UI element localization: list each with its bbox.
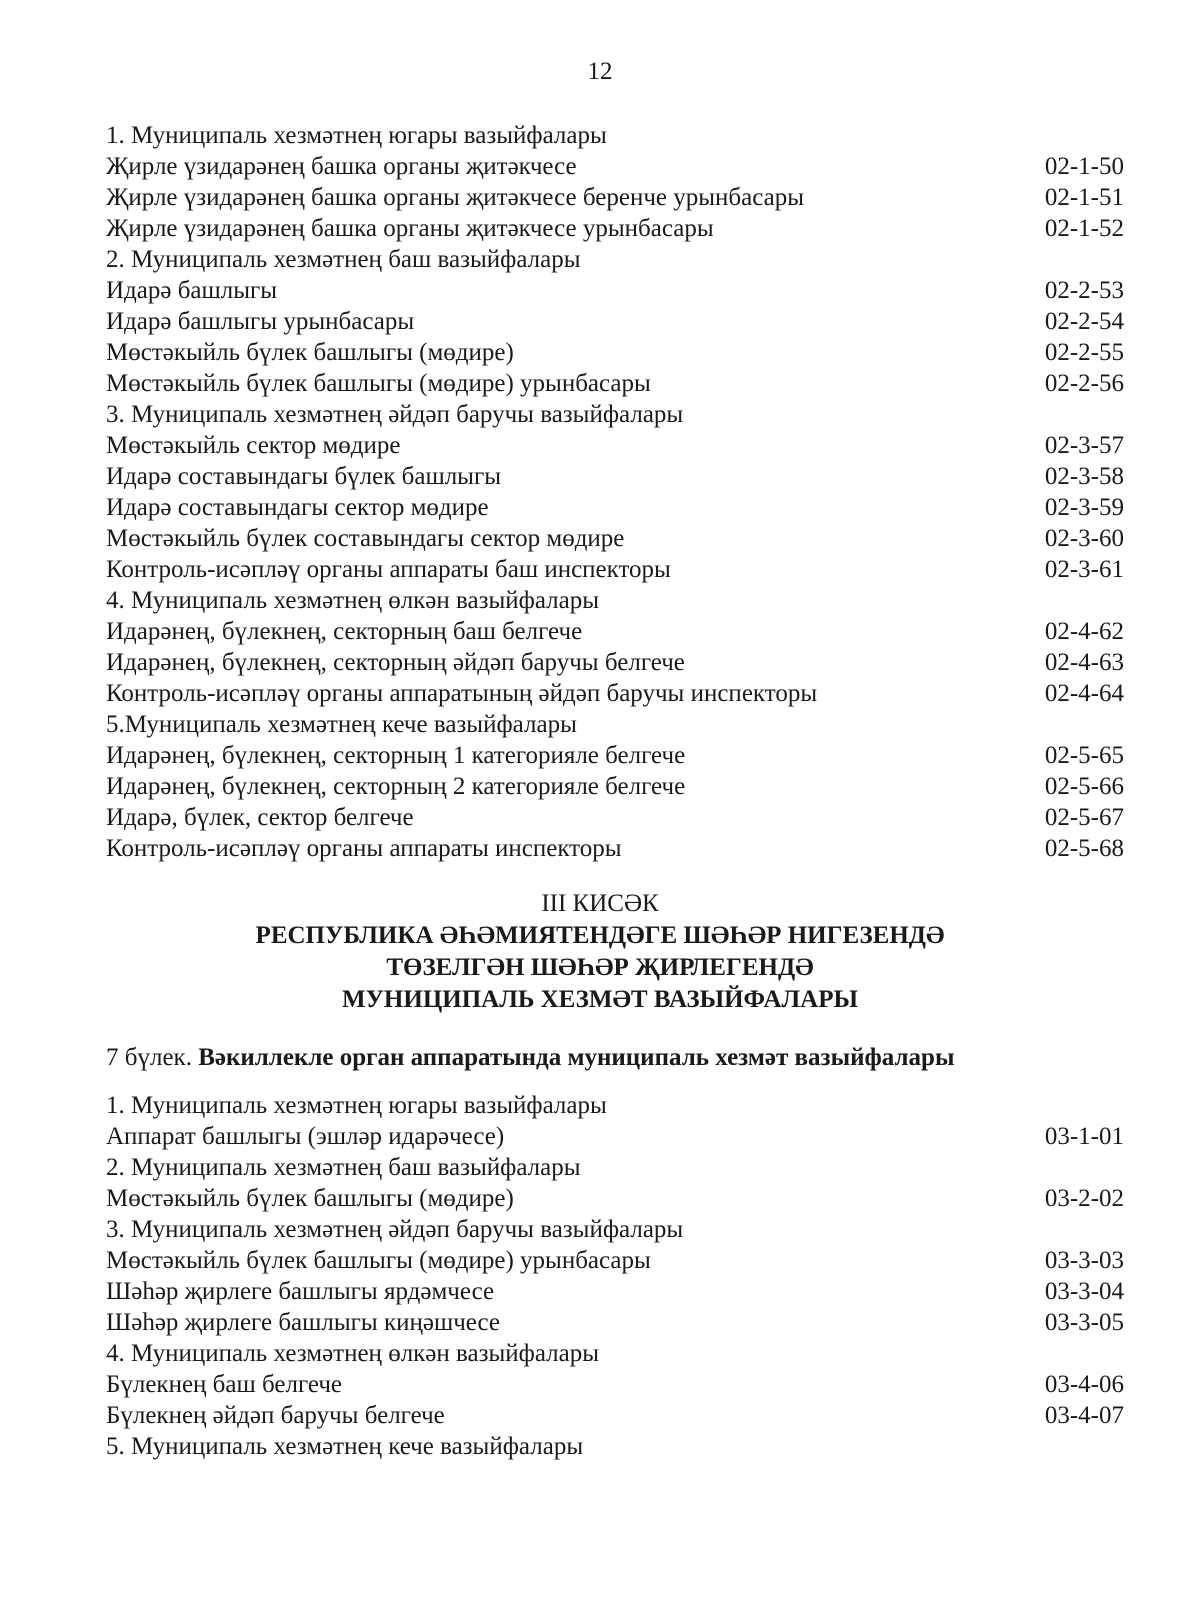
position-title: Идарә, бүлек, сектор белгече [106,804,414,831]
position-row [106,368,1124,399]
position-row [106,461,1124,492]
position-title: Мөстәкыйль бүлек составындагы сектор мөдире [106,525,625,552]
position-code: 03-4-07 [1044,1402,1124,1429]
position-row [106,213,1124,244]
group-title: 4. Муниципаль хезмәтнең өлкән вазыйфалары [106,1340,600,1367]
section-title-line-1: РЕСПУБЛИКА ӘҺӘМИЯТЕНДӘГЕ ШӘҺӘР НИГЕЗЕНДӘ [255,922,945,949]
chapter-heading [106,1042,954,1073]
position-row [106,740,1124,771]
position-row [106,337,1124,368]
position-title: Шәһәр җирлеге башлыгы киңәшчесе [106,1309,501,1336]
positions-list-part-3 [106,1090,1124,1462]
group-heading-row [106,399,1124,430]
position-row [106,430,1124,461]
position-code: 03-1-01 [1044,1123,1124,1150]
position-title: Контроль-исәпләү органы аппараты баш инспекторы [106,556,671,583]
position-row [106,616,1124,647]
position-title: Идарә башлыгы [106,277,278,304]
position-title: Идарә составындагы бүлек башлыгы [106,463,502,490]
position-row [106,1276,1124,1307]
position-row [106,1400,1124,1431]
position-row [106,1307,1124,1338]
position-code: 02-5-66 [1044,773,1124,800]
group-title: 1. Муниципаль хезмәтнең югары вазыйфалары [106,122,607,149]
position-title: Шәһәр җирлеге башлыгы ярдәмчесе [106,1278,495,1305]
position-code: 02-4-64 [1044,680,1124,707]
chapter-prefix: 7 бүлек. [106,1044,199,1071]
position-code: 03-3-04 [1044,1278,1124,1305]
section-title-line-2: ТӨЗЕЛГӘН ШӘҺӘР ҖИРЛЕГЕНДӘ [386,954,814,981]
position-row [106,554,1124,585]
position-code: 02-4-63 [1044,649,1124,676]
group-title: 3. Муниципаль хезмәтнең әйдәп баручы вазыйфалары [106,1216,684,1243]
position-row [106,1121,1124,1152]
position-code: 02-3-57 [1044,432,1124,459]
position-title: Идарәнең, бүлекнең, секторның 1 категорияле белгече [106,742,686,769]
position-title: Идарәнең, бүлекнең, секторның баш белгече [106,618,583,645]
position-code: 02-4-62 [1044,618,1124,645]
position-code: 02-2-54 [1044,308,1124,335]
position-row [106,833,1124,864]
position-title: Мөстәкыйль бүлек башлыгы (мөдире) урынбасары [106,370,651,397]
position-title: Идарәнең, бүлекнең, секторның әйдәп баручы белгече [106,649,685,676]
position-code: 02-1-52 [1044,215,1124,242]
group-heading-row [106,1090,1124,1121]
position-code: 02-1-51 [1044,184,1124,211]
position-row [106,678,1124,709]
section-part-label: III КИСӘК [541,890,659,917]
position-title: Җирле үзидарәнең башка органы җитәкчесе [106,153,577,180]
position-title: Җирле үзидарәнең башка органы җитәкчесе урынбасары [106,215,714,242]
position-title: Мөстәкыйль бүлек башлыгы (мөдире) [106,1185,514,1212]
position-title: Идарә башлыгы урынбасары [106,308,415,335]
position-title: Мөстәкыйль бүлек башлыгы (мөдире) урынбасары [106,1247,651,1274]
position-row [106,802,1124,833]
position-row [106,275,1124,306]
position-code: 02-3-58 [1044,463,1124,490]
position-title: Идарәнең, бүлекнең, секторның 2 категорияле белгече [106,773,686,800]
group-heading-row [106,709,1124,740]
group-heading-row [106,1214,1124,1245]
position-title: Идарә составындагы сектор мөдире [106,494,489,521]
position-title: Мөстәкыйль сектор мөдире [106,432,401,459]
position-row [106,1245,1124,1276]
position-title: Бүлекнең әйдәп баручы белгече [106,1402,445,1429]
group-title: 5. Муниципаль хезмәтнең кече вазыйфалары [106,1433,584,1460]
position-row [106,151,1124,182]
group-title: 2. Муниципаль хезмәтнең баш вазыйфалары [106,1154,581,1181]
position-code: 03-2-02 [1044,1185,1124,1212]
position-code: 02-2-55 [1044,339,1124,366]
position-title: Җирле үзидарәнең башка органы җитәкчесе беренче урынбасары [106,184,805,211]
position-row [106,492,1124,523]
position-code: 02-2-56 [1044,370,1124,397]
position-code: 02-3-61 [1044,556,1124,583]
group-heading-row [106,585,1124,616]
position-code: 02-2-53 [1044,277,1124,304]
chapter-title: Вәкиллекле орган аппаратында муниципаль хезмәт вазыйфалары [198,1044,955,1071]
group-heading-row [106,1338,1124,1369]
position-row [106,647,1124,678]
section-heading [0,888,1200,1016]
group-title: 3. Муниципаль хезмәтнең әйдәп баручы вазыйфалары [106,401,684,428]
position-row [106,1369,1124,1400]
position-row [106,1183,1124,1214]
page-number: 12 [587,58,613,85]
group-heading-row [106,244,1124,275]
position-code: 02-5-67 [1044,804,1124,831]
position-row [106,771,1124,802]
position-row [106,523,1124,554]
group-heading-row [106,1152,1124,1183]
section-title-line-3: МУНИЦИПАЛЬ ХЕЗМӘТ ВАЗЫЙФАЛАРЫ [341,986,859,1013]
position-title: Мөстәкыйль бүлек башлыгы (мөдире) [106,339,514,366]
position-code: 02-3-60 [1044,525,1124,552]
position-code: 02-1-50 [1044,153,1124,180]
position-code: 02-5-68 [1044,835,1124,862]
position-title: Аппарат башлыгы (эшләр идарәчесе) [106,1123,505,1150]
position-code: 03-3-05 [1044,1309,1124,1336]
group-heading-row [106,120,1124,151]
position-row [106,182,1124,213]
position-row [106,306,1124,337]
group-heading-row [106,1431,1124,1462]
group-title: 2. Муниципаль хезмәтнең баш вазыйфалары [106,246,581,273]
position-code: 02-5-65 [1044,742,1124,769]
position-title: Бүлекнең баш белгече [106,1371,343,1398]
position-code: 02-3-59 [1044,494,1124,521]
group-title: 4. Муниципаль хезмәтнең өлкән вазыйфалары [106,587,600,614]
position-title: Контроль-исәпләү органы аппаратының әйдәп баручы инспекторы [106,680,818,707]
group-title: 5.Муниципаль хезмәтнең кече вазыйфалары [106,711,577,738]
position-code: 03-4-06 [1044,1371,1124,1398]
group-title: 1. Муниципаль хезмәтнең югары вазыйфалары [106,1092,607,1119]
position-code: 03-3-03 [1044,1247,1124,1274]
position-title: Контроль-исәпләү органы аппараты инспекторы [106,835,622,862]
positions-list-part-2 [106,120,1124,864]
